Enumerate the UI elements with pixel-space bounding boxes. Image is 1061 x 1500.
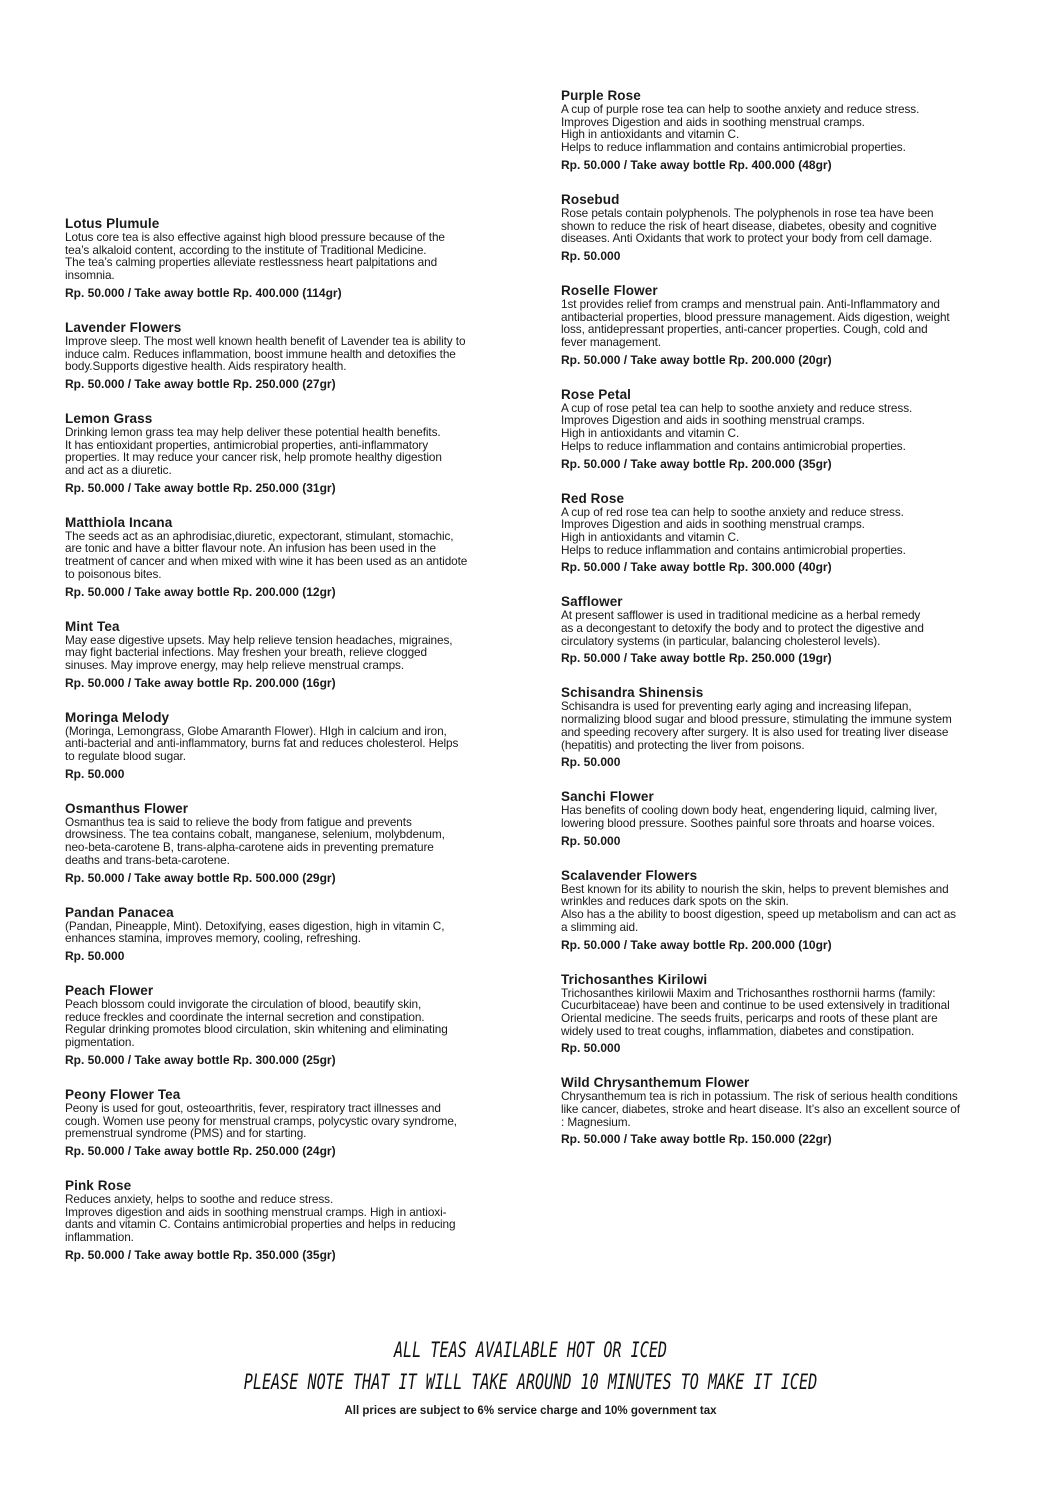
menu-item bbox=[561, 685, 1001, 769]
footer-tax-note: All prices are subject to 6% service charge and 10% government tax bbox=[344, 1405, 717, 1417]
menu-item-description: Peach blossom could invigorate the circulation of blood, beautify skin, reduce freckles and coordinate the internal secretion and constipation. Regular drinking promotes blood circulation, skin whitening and eliminating pigmentation. bbox=[65, 996, 448, 1050]
menu-item-name: Osmanthus Flower bbox=[65, 800, 189, 816]
menu-item-description: (Pandan, Pineapple, Mint). Detoxifying, eases digestion, high in vitamin C, enhances stamina, improves memory, cooling, refreshing. bbox=[65, 918, 445, 946]
menu-item-price: Rp. 50.000 / Take away bottle Rp. 300.000 (25gr) bbox=[65, 1052, 336, 1067]
menu-item-description: Schisandra is used for preventing early aging and increasing lifepan, normalizing blood sugar and blood pressure, stimulating the immune system and speeding recovery after surgery. It is also used for treating liver disease (hepatitis) and protecting the liver from poisons. bbox=[561, 699, 952, 752]
menu-item bbox=[561, 972, 1001, 1056]
menu-item-price: Rp. 50.000 bbox=[561, 755, 621, 770]
menu-item bbox=[65, 411, 510, 495]
menu-item-description: Rose petals contain polyphenols. The polyphenols in rose tea have been shown to reduce the risk of heart disease, diabetes, obesity and cognitive diseases. Anti Oxidants that work to protect your body from cell damage. bbox=[561, 205, 937, 246]
menu-item-description: Lotus core tea is also effective against high blood pressure because of the tea’s alkaloid content, according to the institute of Traditional Medicine. The tea’s calming properties alleviate restlessness heart palpitations and insomnia. bbox=[65, 230, 445, 283]
menu-item-price: Rp. 50.000 / Take away bottle Rp. 400.000 (114gr) bbox=[65, 285, 342, 300]
menu-item-name: Matthiola Incana bbox=[65, 514, 173, 530]
menu-item-price: Rp. 50.000 / Take away bottle Rp. 500.000 (29gr) bbox=[65, 870, 336, 885]
menu-item bbox=[65, 710, 510, 781]
footer-hot-iced-note: ALL TEAS AVAILABLE HOT OR ICED bbox=[393, 1338, 668, 1362]
left-menu-column bbox=[65, 216, 510, 1282]
menu-item bbox=[65, 905, 510, 963]
menu-item-price: Rp. 50.000 / Take away bottle Rp. 200.000 (12gr) bbox=[65, 584, 336, 599]
menu-item-price: Rp. 50.000 bbox=[561, 1041, 621, 1056]
menu-item-price: Rp. 50.000 / Take away bottle Rp. 250.000 (31gr) bbox=[65, 480, 336, 495]
menu-item-price: Rp. 50.000 bbox=[65, 948, 125, 963]
menu-item bbox=[65, 515, 510, 599]
menu-item-description: Has benefits of cooling down body heat, engendering liquid, calming liver, lowering blood pressure. Soothes painful sore throats and hoarse voices. bbox=[561, 803, 938, 830]
menu-item-price: Rp. 50.000 / Take away bottle Rp. 200.000 (20gr) bbox=[561, 352, 832, 367]
menu-item-price: Rp. 50.000 bbox=[65, 766, 125, 781]
menu-item-description: A cup of rose petal tea can help to soothe anxiety and reduce stress. Improves Digestion and aids in soothing menstrual cramps. High in antioxidants and vitamin C. Helps to reduce inflammation and contains antimicrobial properties. bbox=[561, 400, 913, 453]
menu-item bbox=[561, 283, 1001, 367]
menu-item-name: Scalavender Flowers bbox=[561, 867, 698, 883]
menu-item-name: Wild Chrysanthemum Flower bbox=[561, 1075, 750, 1091]
menu-item bbox=[561, 387, 1001, 471]
menu-item-name: Sanchi Flower bbox=[561, 789, 654, 805]
menu-item bbox=[561, 192, 1001, 263]
menu-item-name: Lemon Grass bbox=[65, 410, 153, 426]
menu-item-description: A cup of purple rose tea can help to soothe anxiety and reduce stress. Improves Digestion and aids in soothing menstrual cramps. High in antioxidants and vitamin C. Helps to reduce inflammation and contains antimicrobial properties. bbox=[561, 102, 920, 155]
menu-item-price: Rp. 50.000 / Take away bottle Rp. 250.000 (27gr) bbox=[65, 376, 336, 391]
menu-item bbox=[65, 801, 510, 885]
menu-item-price: Rp. 50.000 / Take away bottle Rp. 200.000 (35gr) bbox=[561, 456, 832, 471]
menu-item bbox=[561, 594, 1001, 665]
menu-item-price: Rp. 50.000 / Take away bottle Rp. 400.000 (48gr) bbox=[561, 157, 832, 172]
footer-iced-wait-note: PLEASE NOTE THAT IT WILL TAKE AROUND 10 MINUTES TO MAKE IT ICED bbox=[243, 1370, 818, 1394]
menu-item-description: 1st provides relief from cramps and menstrual pain. Anti-Inflammatory and antibacterial properties, blood pressure management. Aids digestion, weight loss, antidepressant properties, anti-cancer properties. Cough, cold and fever management. bbox=[561, 296, 950, 350]
menu-item-price: Rp. 50.000 bbox=[561, 833, 621, 848]
menu-item-price: Rp. 50.000 / Take away bottle Rp. 200.000 (10gr) bbox=[561, 937, 832, 952]
menu-item-name: Moringa Melody bbox=[65, 709, 170, 725]
menu-item-description: Best known for its ability to nourish the skin, helps to prevent blemishes and wrinkles and reduces dark spots on the skin. Also has a the ability to boost digestion, speed up metabolism and can act as a slimming aid. bbox=[561, 881, 956, 934]
menu-item-price: Rp. 50.000 / Take away bottle Rp. 150.000 (22gr) bbox=[561, 1132, 832, 1147]
menu-item-name: Red Rose bbox=[561, 490, 625, 506]
menu-item-name: Peach Flower bbox=[65, 982, 154, 998]
menu-item-name: Lotus Plumule bbox=[65, 216, 160, 231]
menu-item-price: Rp. 50.000 / Take away bottle Rp. 350.000 (35gr) bbox=[65, 1247, 336, 1262]
menu-item-name: Rosebud bbox=[561, 191, 620, 207]
menu-item bbox=[65, 619, 510, 690]
menu-item bbox=[561, 88, 1001, 172]
menu-item-description: Reduces anxiety, helps to soothe and reduce stress. Improves digestion and aids in soothing menstrual cramps. High in antioxi- dants and vitamin C. Contains antimicrobial properties and helps in reducing inflammation. bbox=[65, 1191, 456, 1245]
menu-item-name: Lavender Flowers bbox=[65, 319, 182, 335]
menu-item bbox=[65, 320, 510, 391]
menu-item-description: The seeds act as an aphrodisiac,diuretic, expectorant, stimulant, stomachic, are tonic and have a bitter flavour note. An infusion has been used in the treatment of cancer and when mixed with wine it has been used as an antidote to poisonous bites. bbox=[65, 528, 468, 581]
menu-item bbox=[65, 1087, 510, 1158]
menu-item-name: Mint Tea bbox=[65, 618, 120, 634]
menu-item bbox=[561, 491, 1001, 575]
menu-item-price: Rp. 50.000 / Take away bottle Rp. 200.000 (16gr) bbox=[65, 675, 336, 690]
menu-item-price: Rp. 50.000 / Take away bottle Rp. 250.000 (19gr) bbox=[561, 651, 832, 666]
menu-item bbox=[65, 1178, 510, 1262]
menu-item-description: Osmanthus tea is said to relieve the body from fatigue and prevents drowsiness. The tea contains cobalt, manganese, selenium, molybdenum, neo-beta-carotene B, trans-alpha-carotene aids in preventing premature deaths and trans-beta-carotene. bbox=[65, 814, 445, 867]
menu-item-name: Rose Petal bbox=[561, 386, 632, 402]
menu-item-description: May ease digestive upsets. May help relieve tension headaches, migraines, may fight bacterial infections. May freshen your breath, relieve clogged sinuses. May improve energy, may help relieve menstrual cramps. bbox=[65, 632, 453, 672]
menu-item-name: Purple Rose bbox=[561, 88, 641, 103]
menu-item-price: Rp. 50.000 / Take away bottle Rp. 250.000 (24gr) bbox=[65, 1143, 336, 1158]
right-menu-column bbox=[561, 88, 1001, 1166]
menu-item-description: A cup of red rose tea can help to soothe anxiety and reduce stress. Improves Digestion and aids in soothing menstrual cramps. High in antioxidants and vitamin C. Helps to reduce inflammation and contains antimicrobial properties. bbox=[561, 504, 906, 557]
menu-item bbox=[65, 216, 510, 300]
menu-item-description: Trichosanthes kirilowii Maxim and Trichosanthes rosthornii harms (family: Cucurbitaceae) have been and continue to be used extensively in traditional Oriental medicine. The seeds fruits, pericarps and roots of these plant are widely used to treat coughs, inflammation, diabetes and constipation. bbox=[561, 985, 950, 1038]
menu-item-price: Rp. 50.000 bbox=[561, 248, 621, 263]
menu-item-description: (Moringa, Lemongrass, Globe Amaranth Flower). HIgh in calcium and iron, anti-bacterial and anti-inflammatory, burns fat and reduces cholesterol. Helps to regulate blood sugar. bbox=[65, 723, 459, 764]
menu-item-description: Chrysanthemum tea is rich in potassium. The risk of serious health conditions like cancer, diabetes, stroke and heart disease. It’s also an excellent source of : Magnesium. bbox=[561, 1089, 960, 1129]
menu-item-description: Peony is used for gout, osteoarthritis, fever, respiratory tract illnesses and cough. Women use peony for menstrual cramps, polycystic ovary syndrome, premenstrual syndrome (PMS) and for starting. bbox=[65, 1100, 457, 1141]
menu-item-name: Pink Rose bbox=[65, 1177, 132, 1193]
menu-item bbox=[561, 1075, 1001, 1146]
menu-item-price: Rp. 50.000 / Take away bottle Rp. 300.000 (40gr) bbox=[561, 560, 832, 575]
menu-item bbox=[561, 789, 1001, 847]
menu-item-name: Pandan Panacea bbox=[65, 904, 174, 920]
menu-item-name: Trichosanthes Kirilowi bbox=[561, 971, 708, 987]
menu-item-description: Improve sleep. The most well known health benefit of Lavender tea is ability to induce calm. Reduces inflammation, boost immune health and detoxifies the body.Supports digestive health. Aids respiratory health. bbox=[65, 333, 466, 374]
menu-item bbox=[561, 868, 1001, 952]
menu-item-name: Schisandra Shinensis bbox=[561, 685, 704, 701]
menu-item bbox=[65, 983, 510, 1067]
menu-item-name: Peony Flower Tea bbox=[65, 1086, 181, 1102]
menu-item-description: Drinking lemon grass tea may help deliver these potential health benefits. It has entioxidant properties, antimicrobial properties, anti-inflammatory properties. It may reduce your cancer risk, help promote healthy digestion and act as a diuretic. bbox=[65, 424, 442, 478]
menu-item-description: At present safflower is used in traditional medicine as a herbal remedy as a decongestant to detoxify the body and to protect the digestive and circulatory systems (in particular, balancing cholesterol levels). bbox=[561, 608, 924, 648]
menu-item-name: Roselle Flower bbox=[561, 282, 658, 298]
menu-item-name: Safflower bbox=[561, 594, 623, 610]
